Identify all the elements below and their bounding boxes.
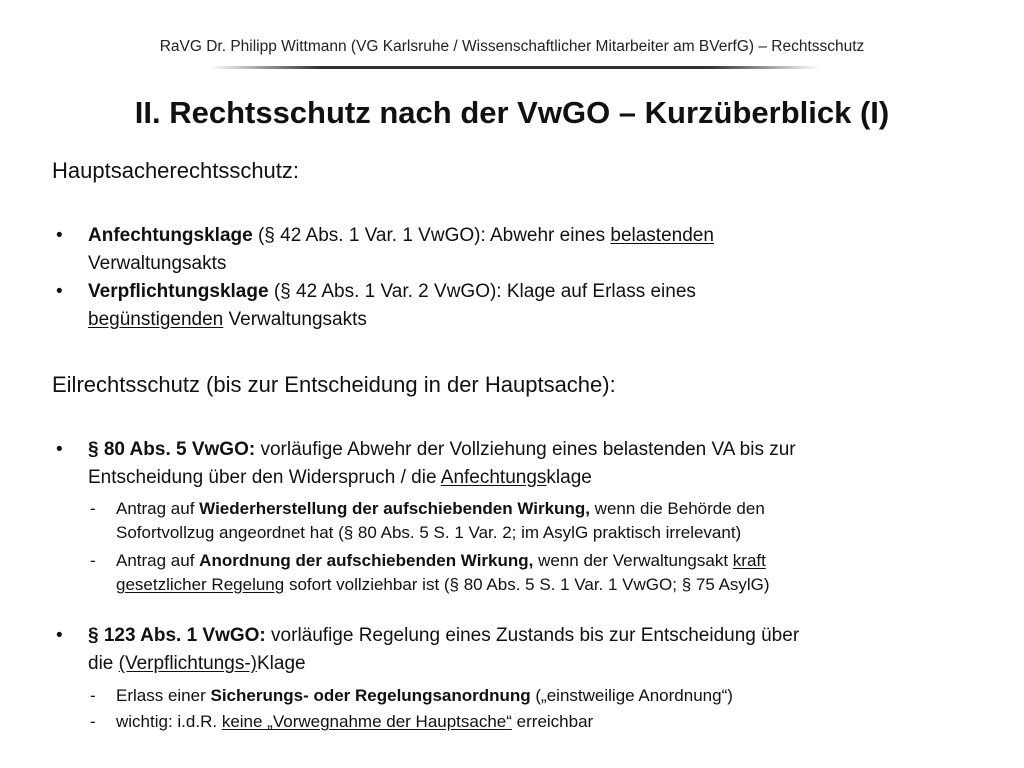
dash-icon: - [90,551,96,570]
bullet-underline: (Verpflichtungs-) [118,653,257,674]
bullet-icon: • [56,281,63,302]
sub-text-post: wenn die Behörde den [589,499,765,518]
slide-title: II. Rechtsschutz nach der VwGO – Kurzüberblick (I) [134,95,890,130]
sub-text: Erlass einer [116,686,211,705]
sub-bold: Sicherungs- oder Regelungsanordnung [210,686,531,705]
bullet-text: (§ 42 Abs. 1 Var. 1 VwGO): Abwehr eines [252,225,611,246]
bullet-verpflichtungsklage [52,278,888,334]
bullet-icon: • [56,625,63,646]
section-heading-eilrechtsschutz: Eilrechtsschutz (bis zur Entscheidung in der Hauptsache): [52,372,616,397]
sub-text: Antrag auf [116,551,200,570]
sub-item-anordnung [90,549,936,597]
sub-text-line2: sofort vollziehbar ist (§ 80 Abs. 5 S. 1 Var. 1 VwGO; § 75 AsylG) [284,575,770,594]
bullet-bold: § 80 Abs. 5 VwGO: [88,439,256,460]
bullet-bold: Anfechtungsklage [88,225,253,246]
sub-item-wiederherstellung [90,497,936,545]
dash-icon: - [90,686,96,705]
sub-bold: Anordnung der aufschiebenden Wirkung, [199,551,534,570]
sub-text-post: wenn der Verwaltungsakt [533,551,733,570]
bullet-underline: begünstigenden [88,309,224,330]
sub-text-line2: Sofortvollzug angeordnet hat (§ 80 Abs. 5 S. 1 Var. 2; im AsylG praktisch irrelevant) [116,523,742,542]
sub-underline-1: kraft [732,551,766,570]
dash-icon: - [90,712,96,731]
bullet-icon: • [56,439,63,460]
bullet-text-line2b: klage [546,467,592,488]
sub-item-sicherungsanordnung [90,684,936,708]
bullet-underline: Anfechtungs [440,467,547,488]
sub-bold: Wiederherstellung der aufschiebenden Wirkung, [199,499,590,518]
bullet-bold: § 123 Abs. 1 VwGO: [88,625,266,646]
sub-underline-2: gesetzlicher Regelung [116,575,285,594]
sub-text: wichtig: i.d.R. [116,712,222,731]
sub-text: Antrag auf [116,499,200,518]
bullet-underline: belastenden [610,225,714,246]
bullet-80-abs-5 [52,436,968,492]
bullet-text-line2: Verwaltungsakts [88,253,227,274]
bullet-123-abs-1 [52,622,968,678]
bullet-bold: Verpflichtungsklage [88,281,269,302]
bullet-anfechtungsklage [52,222,888,278]
bullet-text: (§ 42 Abs. 1 Var. 2 VwGO): Klage auf Erlass eines [268,281,696,302]
sub-item-vorwegnahme [90,710,936,734]
sub-text-post: erreichbar [511,712,594,731]
slide-header: RaVG Dr. Philipp Wittmann (VG Karlsruhe / Wissenschaftlicher Mitarbeiter am BVerfG) – Rechtsschutz [159,38,865,55]
bullet-text: vorläufige Regelung eines Zustands bis zur Entscheidung über [265,625,800,646]
bullet-text-line2a: Entscheidung über den Widerspruch / die [88,467,441,488]
bullet-text-line2: Verwaltungsakts [223,309,367,330]
sub-text-post: („einstweilige Anordnung“) [530,686,733,705]
sub-underline: keine „Vorwegnahme der Hauptsache“ [221,712,512,731]
header-rule [210,66,820,69]
bullet-text: vorläufige Abwehr der Vollziehung eines belastenden VA bis zur [255,439,796,460]
section-heading-hauptsache: Hauptsacherechtsschutz: [52,158,300,183]
bullet-text-line2a: die [88,653,119,674]
bullet-text-line2b: Klage [256,653,306,674]
bullet-icon: • [56,225,63,246]
dash-icon: - [90,499,96,518]
